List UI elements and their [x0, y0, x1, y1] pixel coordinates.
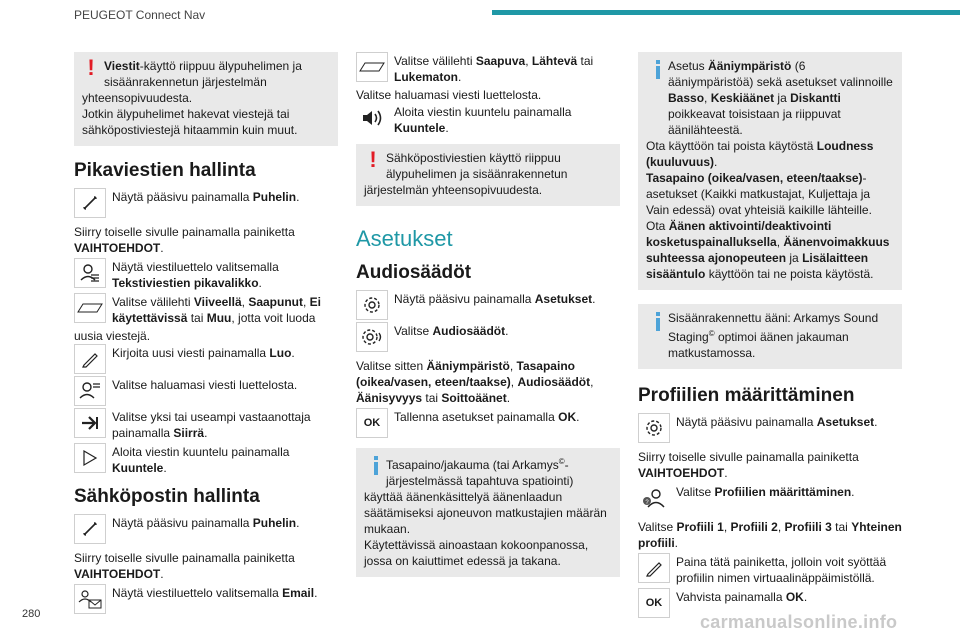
step-edit-name: Paina tätä painiketta, jolloin voit syöttää profiilin nimen virtuaalinäppäimistöllä. — [638, 553, 902, 586]
paragraph-new-messages: uusia viestejä. — [74, 329, 151, 343]
step-settings: Näytä pääsivu painamalla Asetukset. — [356, 290, 620, 320]
header-accent-bar — [492, 10, 960, 15]
step-confirm: OK Vahvista painamalla OK. — [638, 588, 902, 618]
info-icon — [364, 454, 382, 478]
pencil-icon — [74, 344, 106, 374]
svg-text:?: ? — [645, 500, 649, 506]
email-icon — [74, 584, 106, 614]
info-icon — [646, 310, 664, 334]
message-list-icon — [74, 376, 106, 406]
step-sms-menu: Näytä viestiluettelo valitsemalla Tekstiviestien pikavalikko. — [74, 258, 338, 291]
quick-sms-icon — [74, 258, 106, 288]
info-note-arkamys: Sisäänrakennettu ääni: Arkamys Sound Staging© optimoi äänen jakauman matkustamossa. — [638, 304, 902, 369]
chapter-title-settings: Asetukset — [356, 226, 453, 251]
step-settings-profiles: Näytä pääsivu painamalla Asetukset. — [638, 413, 902, 443]
speaker-icon — [356, 103, 388, 133]
gear-icon — [638, 413, 670, 443]
info-note-ambience: Asetus Ääniympäristö (6 ääniympäristöä) sekä asetukset valinnoille Basso, Keskiäänet ja Diskantti poikkeavat toisistaan ja riippuvat äänilähteestä. Ota käyttöön tai poista käytöstä Loudness (kuuluvuus). Tasapaino (oikea/vasen, eteen/taakse)-asetukset (Kaikki matkustajat, Kuljettaja ja Vain edessä) ovat yhteisiä kaikille lähteille. Ota Äänen aktivointi/deaktivointi kosketuspainalluksella, Äänenvoimakkuus suhteessa ajonopeuteen ja Lisälaitteen sisääntulo käyttöön tai ne poista käytöstä. — [638, 52, 902, 290]
watermark: carmanualsonline.info — [700, 612, 898, 632]
section-title-email: Sähköpostin hallinta — [74, 486, 260, 507]
warning-icon: ! — [87, 55, 95, 80]
paragraph-profile-choice: Valitse Profiili 1, Profiili 2, Profiili 3 tai Yhteinen profiili. — [638, 520, 902, 550]
paragraph-options-email: Siirry toiselle sivulle painamalla painiketta VAIHTOEHDOT. — [74, 551, 295, 581]
audio-gear-icon — [356, 322, 388, 352]
warning-icon: ! — [369, 147, 377, 172]
paragraph-options: Siirry toiselle sivulle painamalla painiketta VAIHTOEHDOT. — [74, 225, 295, 255]
paragraph-choose-message: Valitse haluamasi viesti luettelosta. — [356, 88, 542, 102]
info-icon — [646, 58, 664, 82]
step-phone: Näytä pääsivu painamalla Puhelin. — [74, 188, 338, 218]
step-tab-select: Valitse välilehti Viiveellä, Saapunut, Ei käytettävissä tai Muu, jotta voit luoda — [74, 293, 338, 326]
column-3 — [638, 52, 902, 620]
phone-icon — [74, 188, 106, 218]
warning-note: ! Viestit-käyttö riippuu älypuhelimen ja sisäänrakennetun järjestelmän yhteensopivuudesta. Jotkin älypuhelimet hakevat viestejä tai sähköpostiviestejä hitaammin kuin muut. — [74, 52, 338, 146]
forward-icon — [74, 408, 106, 438]
paragraph-audio-options: Valitse sitten Ääniympäristö, Tasapaino (oikea/vasen, eteen/taakse), Audiosäädöt, Äänisyvyys tai Soittoäänet. — [356, 359, 594, 405]
column-2 — [356, 52, 620, 591]
ok-button-icon: OK — [356, 408, 388, 438]
info-note-balance: Tasapaino/jakauma (tai Arkamys©- järjestelmässä tapahtuva spatiointi) käyttää äänenkäsittelyä äänenlaadun säätämiseksi ajoneuvon matkustajien määrän mukaan. Käytettävissä ainoastaan kokoonpanossa, jossa on kaiuttimet edessä ja takana. — [356, 448, 620, 577]
section-title-quick-messages: Pikaviestien hallinta — [74, 160, 256, 181]
step-listen-email: Aloita viestin kuuntelu painamalla Kuuntele. — [356, 103, 620, 136]
gear-icon — [356, 290, 388, 320]
page-number: 280 — [22, 608, 41, 620]
paragraph-options-profiles: Siirry toiselle sivulle painamalla painiketta VAIHTOEHDOT. — [638, 450, 859, 480]
step-phone-email: Näytä pääsivu painamalla Puhelin. — [74, 514, 338, 544]
phone-icon — [74, 514, 106, 544]
header-title: PEUGEOT Connect Nav — [74, 8, 206, 22]
warning-note-email: ! Sähköpostiviestien käyttö riippuu älypuhelimen ja sisäänrakennetun järjestelmän yhteensopivuudesta. — [356, 144, 620, 206]
ok-button-icon: OK — [638, 588, 670, 618]
profile-icon — [638, 483, 670, 513]
step-choose-message: Valitse haluamasi viesti luettelosta. — [74, 376, 338, 406]
step-create: Kirjoita uusi viesti painamalla Luo. — [74, 344, 338, 374]
step-email-list: Näytä viestiluettelo valitsemalla Email. — [74, 584, 338, 614]
play-icon — [74, 443, 106, 473]
step-email-tabs: Valitse välilehti Saapuva, Lähtevä tai Lukematon. — [356, 52, 620, 85]
step-recipients: Valitse yksi tai useampi vastaanottaja painamalla Siirrä. — [74, 408, 338, 441]
section-title-profiles: Profiilien määrittäminen — [638, 385, 855, 406]
tab-icon — [74, 293, 106, 323]
section-title-audio: Audiosäädöt — [356, 262, 472, 283]
step-listen: Aloita viestin kuuntelu painamalla Kuuntele. — [74, 443, 338, 476]
step-audio-settings: Valitse Audiosäädöt. — [356, 322, 620, 352]
step-save: OK Tallenna asetukset painamalla OK. — [356, 408, 620, 438]
tab-icon — [356, 52, 388, 82]
pencil-icon — [638, 553, 670, 583]
step-profiles: ? Valitse Profiilien määrittäminen. — [638, 483, 902, 513]
column-1 — [74, 52, 338, 616]
